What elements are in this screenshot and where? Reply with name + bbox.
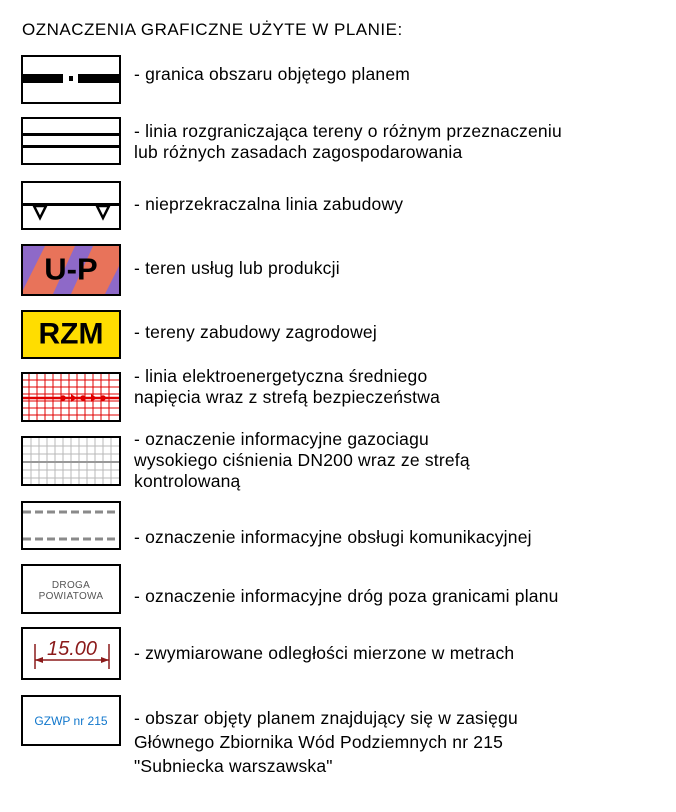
legend-description-line: wysokiego ciśnienia DN200 wraz ze strefą (134, 450, 470, 470)
district-road-symbol (21, 564, 121, 614)
symbol-label-line: DROGA (51, 580, 91, 591)
legend-description (134, 322, 377, 343)
building-line-symbol (21, 181, 121, 230)
legend-description-line: lub różnych zasadach zagospodarowania (134, 142, 463, 162)
legend-description-line: - oznaczenie informacyjne dróg poza granicami planu (134, 586, 559, 606)
legend-description-line: - tereny zabudowy zagrodowej (134, 322, 377, 342)
legend-description (134, 366, 440, 408)
legend-description-line: - granica obszaru objętego planem (134, 64, 411, 84)
legend-description-line: Głównego Zbiornika Wód Podziemnych nr 215 (134, 732, 504, 752)
gzwp-symbol (21, 695, 121, 746)
legend-description (134, 194, 403, 215)
legend-description-line: - zwymiarowane odległości mierzone w metrach (134, 643, 515, 663)
legend-title: OZNACZENIA GRAFICZNE UŻYTE W PLANIE: (22, 20, 403, 39)
legend-description-line: - oznaczenie informacyjne gazociagu (134, 429, 429, 449)
farm-buildings-symbol (21, 310, 121, 359)
symbol-label: GZWP nr 215 (34, 713, 108, 728)
legend-description-line: - oznaczenie informacyjne obsługi komunikacyjnej (134, 527, 532, 547)
legend-description (134, 643, 514, 664)
division-line-symbol (21, 117, 121, 165)
services-production-symbol (21, 244, 121, 296)
power-line-symbol (21, 372, 121, 422)
legend-description (134, 527, 532, 548)
legend-description-line: kontrolowaną (134, 471, 241, 491)
legend-description (134, 429, 470, 492)
legend-description-line: - nieprzekraczalna linia zabudowy (134, 194, 404, 214)
legend-description-line: - obszar objęty planem znajdujący się w zasięgu (134, 708, 518, 728)
legend-description-line: "Subniecka warszawska" (134, 756, 333, 776)
legend-description (134, 64, 410, 85)
dimension-value: 15.00 (46, 638, 98, 660)
dimension-symbol (21, 627, 121, 680)
legend-description (134, 121, 562, 163)
legend-description-line: - linia elektroenergetyczna średniego (134, 366, 428, 386)
symbol-label (23, 580, 119, 602)
legend-description (134, 258, 340, 279)
legend-description (134, 586, 559, 607)
symbol-label: RZM (38, 316, 104, 350)
symbol-label: U-P (44, 251, 98, 287)
boundary-line-symbol (21, 55, 121, 104)
legend-description-line: - linia rozgraniczająca tereny o różnym przeznaczeniu (134, 121, 562, 141)
road-service-symbol (21, 501, 121, 550)
gas-pipeline-symbol (21, 436, 121, 486)
symbol-label-line: POWIATOWA (38, 591, 104, 602)
legend-description-line: napięcia wraz z strefą bezpieczeństwa (134, 387, 441, 407)
legend-description-line: - teren usług lub produkcji (134, 258, 340, 278)
legend-description (134, 706, 518, 778)
